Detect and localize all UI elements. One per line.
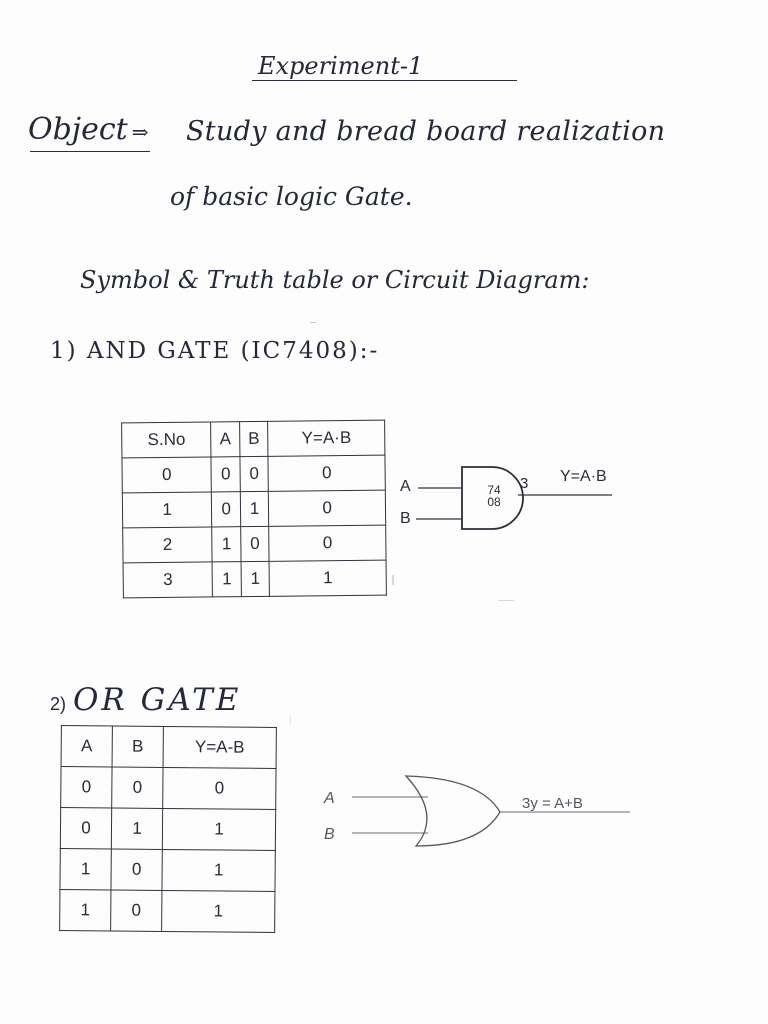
and-header-b: B <box>239 421 268 456</box>
symbol-heading: Symbol & Truth table or Circuit Diagram: <box>80 266 590 294</box>
and-input-a-label: A <box>400 478 411 495</box>
table-cell: 0 <box>269 525 386 561</box>
or-heading-text: OR GATE <box>73 682 242 718</box>
table-cell: 1 <box>111 808 162 849</box>
or-input-a-label: A <box>324 790 335 807</box>
and-pin-label: 3 <box>520 475 529 492</box>
table-cell: 0 <box>163 767 276 809</box>
table-row <box>61 767 276 810</box>
table-cell: 0 <box>111 849 162 890</box>
object-label-text: Object <box>28 112 128 147</box>
table-row <box>60 808 275 851</box>
table-cell: 1 <box>122 492 212 528</box>
table-cell: 1 <box>162 808 275 850</box>
object-line-1: Study and bread board realization <box>186 116 666 147</box>
stray-mark <box>498 600 514 601</box>
or-table-header-row <box>61 726 276 769</box>
or-heading-number: 2) <box>50 694 67 714</box>
and-chip-label <box>476 484 512 508</box>
table-cell: 1 <box>60 890 111 931</box>
or-header-y: Y=A-B <box>163 726 276 768</box>
table-row <box>60 890 275 933</box>
page-title: Experiment-1 <box>258 52 424 80</box>
object-arrow: ⇒ <box>131 120 149 144</box>
table-cell: 0 <box>211 457 240 492</box>
table-cell: 0 <box>241 526 270 561</box>
and-chip-top: 74 <box>487 483 501 497</box>
table-cell: 1 <box>162 890 275 932</box>
or-input-b-label: B <box>324 826 335 843</box>
table-cell: 1 <box>60 849 111 890</box>
table-cell: 0 <box>60 808 111 849</box>
table-cell: 0 <box>240 456 269 491</box>
and-header-a: A <box>211 422 240 457</box>
table-cell: 1 <box>162 849 275 891</box>
title-underline <box>252 80 517 81</box>
table-cell: 1 <box>212 562 241 597</box>
or-gate-icon <box>406 776 500 846</box>
table-cell: 0 <box>61 767 112 808</box>
stray-mark <box>392 575 394 585</box>
table-cell: 0 <box>122 457 212 493</box>
or-header-b: B <box>112 726 163 767</box>
and-truth-table <box>121 420 387 599</box>
stray-mark <box>310 322 316 323</box>
table-row <box>123 525 386 563</box>
and-gate-heading: 1) AND GATE (IC7408):- <box>50 338 380 364</box>
object-underline <box>30 151 150 152</box>
table-cell: 3 <box>123 562 213 598</box>
table-cell: 0 <box>112 767 163 808</box>
table-cell: 0 <box>268 455 385 491</box>
or-gate-heading <box>50 682 241 718</box>
table-cell: 1 <box>269 560 386 596</box>
table-cell: 0 <box>111 890 162 931</box>
table-row <box>122 490 385 528</box>
table-cell: 1 <box>212 527 241 562</box>
table-row <box>122 455 385 493</box>
or-header-a: A <box>61 726 112 767</box>
table-cell: 1 <box>241 561 270 596</box>
table-cell: 0 <box>212 492 241 527</box>
or-truth-table <box>59 725 277 933</box>
object-label <box>28 112 148 147</box>
and-chip-bottom: 08 <box>487 495 501 509</box>
table-cell: 2 <box>123 527 213 563</box>
and-table-header-row <box>122 420 385 458</box>
table-cell: 0 <box>269 490 386 526</box>
stray-mark <box>290 714 291 726</box>
and-header-y: Y=A·B <box>268 420 385 456</box>
and-input-b-label: B <box>400 510 411 527</box>
or-gate-diagram <box>330 770 650 850</box>
table-row <box>60 849 275 892</box>
object-line-2: of basic logic Gate. <box>170 182 413 211</box>
table-cell: 1 <box>240 491 269 526</box>
or-output-label: 3y = A+B <box>522 795 583 812</box>
and-header-sno: S.No <box>122 422 212 458</box>
table-row <box>123 560 386 598</box>
and-output-label: Y=A·B <box>560 468 607 485</box>
